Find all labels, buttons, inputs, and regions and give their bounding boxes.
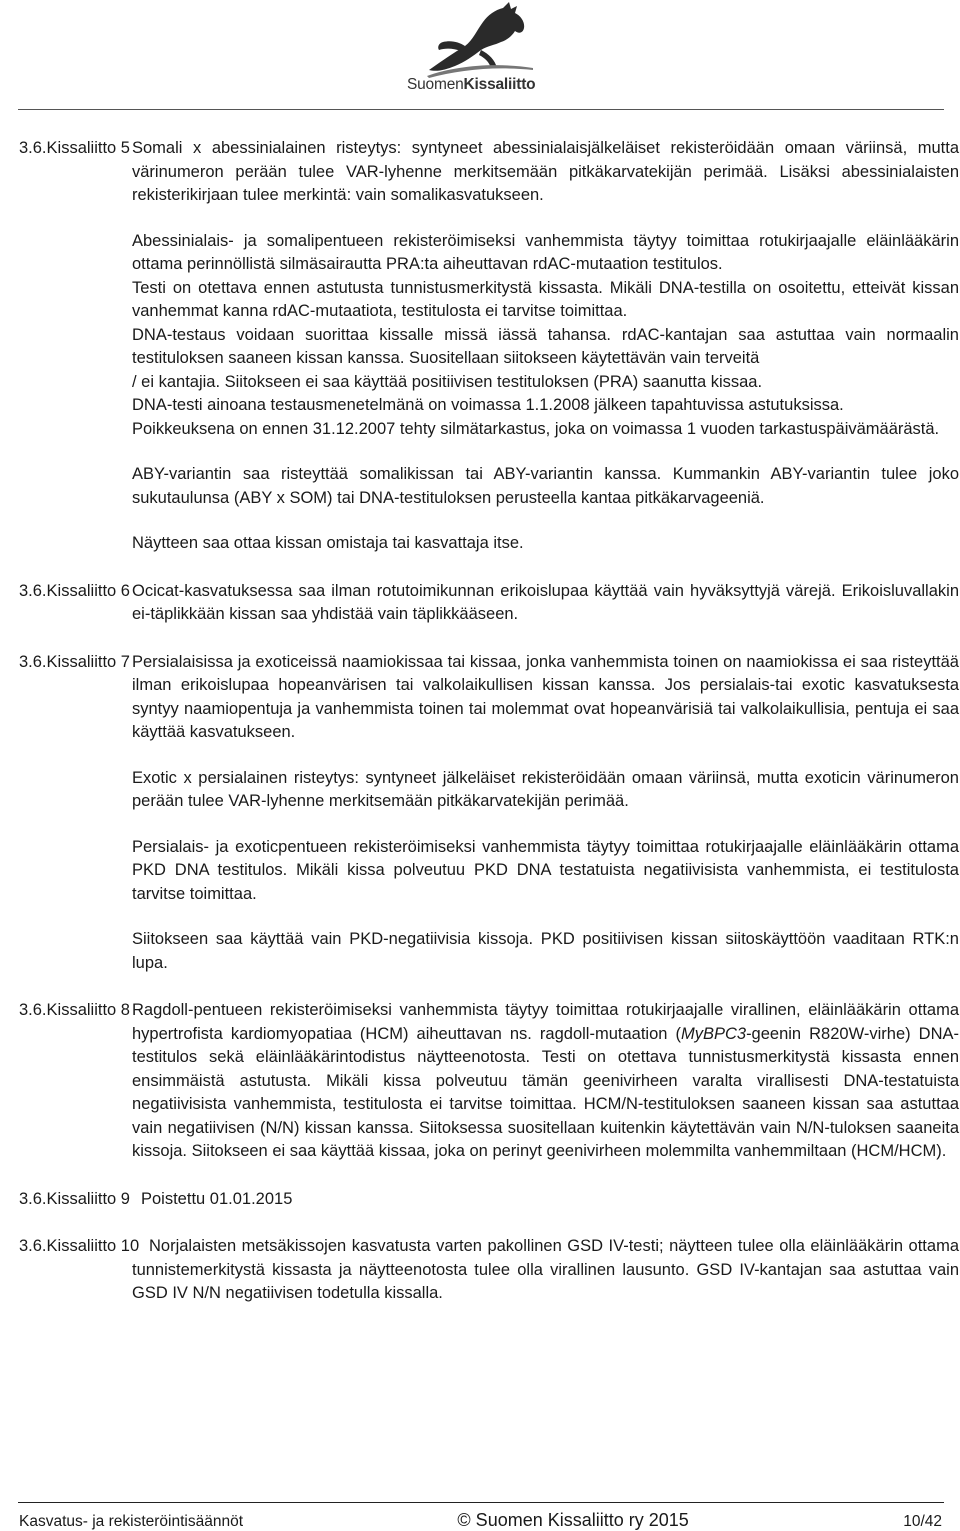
- paragraph: Näytteen saa ottaa kissan omistaja tai kasvattaja itse.: [132, 534, 524, 552]
- section-lead: [132, 999, 959, 1164]
- section-number: 3.6.Kissaliitto 5: [19, 139, 130, 157]
- suomen-kissaliitto-logo: [395, 0, 565, 100]
- paragraph: Abessinialais- ja somalipentueen rekisteröimiseksi vanhemmista täytyy toimittaa rotukirjaajalle eläinlääkärin ottama perinnöllistä silmäsairautta PRA:ta aiheuttavan rdAC-mutaation testitulos.: [132, 231, 959, 273]
- paragraph: Testi on otettava ennen astutusta tunnistusmerkitystä kissasta. Mikäli DNA-testilla on osoitettu, etteivät kissan vanhemmat kanna rdAC-mutaatiota, testitulosta ei tarvitse toimittaa.: [132, 278, 959, 320]
- lead-text-part2: -geenin R820W-virhe) DNA-testitulos sekä eläinlääkärintodistus näytteenotosta. Testi on otettava tunnistusmerkitystä kissasta ennen ensimmäistä astutusta. Mikäli kissa polveutuu tämän geenivirheen varalta virallisesti DNA-testatuista negatiivisista vanhemmista, testitulosta ei tarvitse toimittaa. HCM/N-testituloksen saaneen kissan saa astuttaa vain negatiivisen (N/N) kissan kanssa. Siitoksessa suositellaan kuitenkin käytettävän vain N/N-tuloksen saaneita kissoja. Siitokseen ei saa käyttää kissaa, joka on perinyt geenivirheen molemmilta vanhemmiltaan (HCM/HCM).: [132, 1024, 959, 1160]
- footer-divider: [18, 1502, 944, 1503]
- section-kissaliitto-8: [19, 999, 959, 1164]
- paragraph: / ei kantajia. Siitokseen ei saa käyttää positiivisen testituloksen (PRA) saanutta kissaa.: [132, 372, 763, 391]
- section-number: 3.6.Kissaliitto 8: [19, 1001, 130, 1019]
- logo-text-bold: Kissaliitto: [463, 76, 536, 93]
- lead-text-part1: Ragdoll-pentueen rekisteröimiseksi vanhemmista täytyy toimittaa rotukirjaajalle virallinen, eläinlääkärin ottama hypertrofista kardiomyopatiaa (HCM) aiheuttavan ns. ragdoll-mutaation (: [132, 1001, 959, 1043]
- gene-name: MyBPC3: [680, 1024, 747, 1043]
- header-divider: [18, 109, 944, 110]
- paragraph: DNA-testaus voidaan suorittaa kissalle missä iässä tahansa. rdAC-kantajan saa astuttaa vain normaalin testituloksen saaneen kissan kanssa. Suositellaan siitokseen käytettävän vain terveitä: [132, 325, 959, 367]
- section-number: 3.6.Kissaliitto 9: [19, 1189, 130, 1208]
- section-lead: [132, 1235, 959, 1306]
- paragraph: ABY-variantin saa risteyttää somalikissan tai ABY-variantin kanssa. Kummankin ABY-variantin tulee joko sukutaulunsa (ABY x SOM) tai DNA-testituloksen perusteella kantaa pitkäkarvageeniä.: [132, 465, 959, 507]
- logo-wordmark: [407, 76, 535, 94]
- section-kissaliitto-9: [19, 1188, 959, 1212]
- section-lead: Persialaisissa ja exoticeissä naamiokissaa tai kissaa, jonka vanhemmista toinen on naamiokissa ei saa risteyttää ilman erikoislupaa hopeanvärisen tai valkolaikullisen kissan kanssa. Jos persialais-tai exotic kasvatuksesta syntyy naamiopentuja ja vanhemmista toinen tai molemmat ovat hopeanvärisiä tai valkolaikullisia, pentuja ei saa käyttää kasvatukseen.: [132, 652, 959, 741]
- section-kissaliitto-7: [19, 651, 959, 976]
- section-lead: Ocicat-kasvatuksessa saa ilman rotutoimikunnan erikoislupaa käyttää vain hyväksyttyjä värejä. Erikoisluvallakin ei-täplikkään kissan saa yhdistää vain täplikkääseen.: [132, 581, 959, 623]
- lead-text: Norjalaisten metsäkissojen kasvatusta varten pakollinen GSD IV-testi; näytteen tulee olla eläinlääkärin ottama tunnistemerkitystä kissasta ja näytteenotosta tulee olla virallinen lausunto. GSD IV-kantajan saa astuttaa vain GSD IV N/N negatiivisen todetulla kissalla.: [132, 1237, 959, 1302]
- paragraph: Exotic x persialainen risteytys: syntyneet jälkeläiset rekisteröidään omaan väriinsä, mutta exoticin värinumeron perään tulee VAR-lyhenne merkitsemään pitkäkarvatekijän perimää.: [132, 768, 959, 810]
- section-kissaliitto-6: [19, 580, 959, 627]
- section-kissaliitto-5: [19, 137, 959, 556]
- paragraph: Persialais- ja exoticpentueen rekisteröimiseksi vanhemmista täytyy toimittaa rotukirjaajalle eläinlääkärin ottama PKD DNA testitulos. Mikäli kissa polveutuu PKD DNA testatuista negatiivisista vanhemmista, ei testitulosta tarvitse toimittaa.: [132, 837, 959, 903]
- footer-copyright: © Suomen Kissaliitto ry 2015: [457, 1510, 689, 1530]
- section-lead: Poistettu 01.01.2015: [141, 1189, 293, 1208]
- logo-text-regular: Suomen: [407, 76, 464, 93]
- section-kissaliitto-10: [19, 1235, 959, 1306]
- paragraph: Siitokseen saa käyttää vain PKD-negatiivisia kissoja. PKD positiivisen kissan siitoskäyttöön vaaditaan RTK:n lupa.: [132, 930, 959, 972]
- section-number: 3.6.Kissaliitto 10: [19, 1237, 140, 1255]
- paragraph: Poikkeuksena on ennen 31.12.2007 tehty silmätarkastus, joka on voimassa 1 vuoden tarkastuspäivämäärästä.: [132, 419, 940, 438]
- section-lead: Somali x abessinialainen risteytys: syntyneet abessinialaisjälkeläiset rekisteröidään omaan väriinsä, mutta värinumeron perään tulee VAR-lyhenne merkitsemään pitkäkarvatekijän perimää. Lisäksi abessinialaisten rekisterikirjaan tulee merkintä: vain somalikasvatukseen.: [132, 139, 959, 204]
- section-number: 3.6.Kissaliitto 6: [19, 581, 130, 600]
- section-number: 3.6.Kissaliitto 7: [19, 652, 130, 671]
- document-body: [19, 137, 959, 1306]
- page-number: 10/42: [903, 1513, 942, 1530]
- footer-document-title: Kasvatus- ja rekisteröintisäännöt: [19, 1513, 244, 1530]
- paragraph: DNA-testi ainoana testausmenetelmänä on voimassa 1.1.2008 jälkeen tapahtuvissa astutuksissa.: [132, 396, 844, 414]
- leaping-cat-icon: [425, 0, 535, 78]
- page-footer: [19, 1510, 942, 1531]
